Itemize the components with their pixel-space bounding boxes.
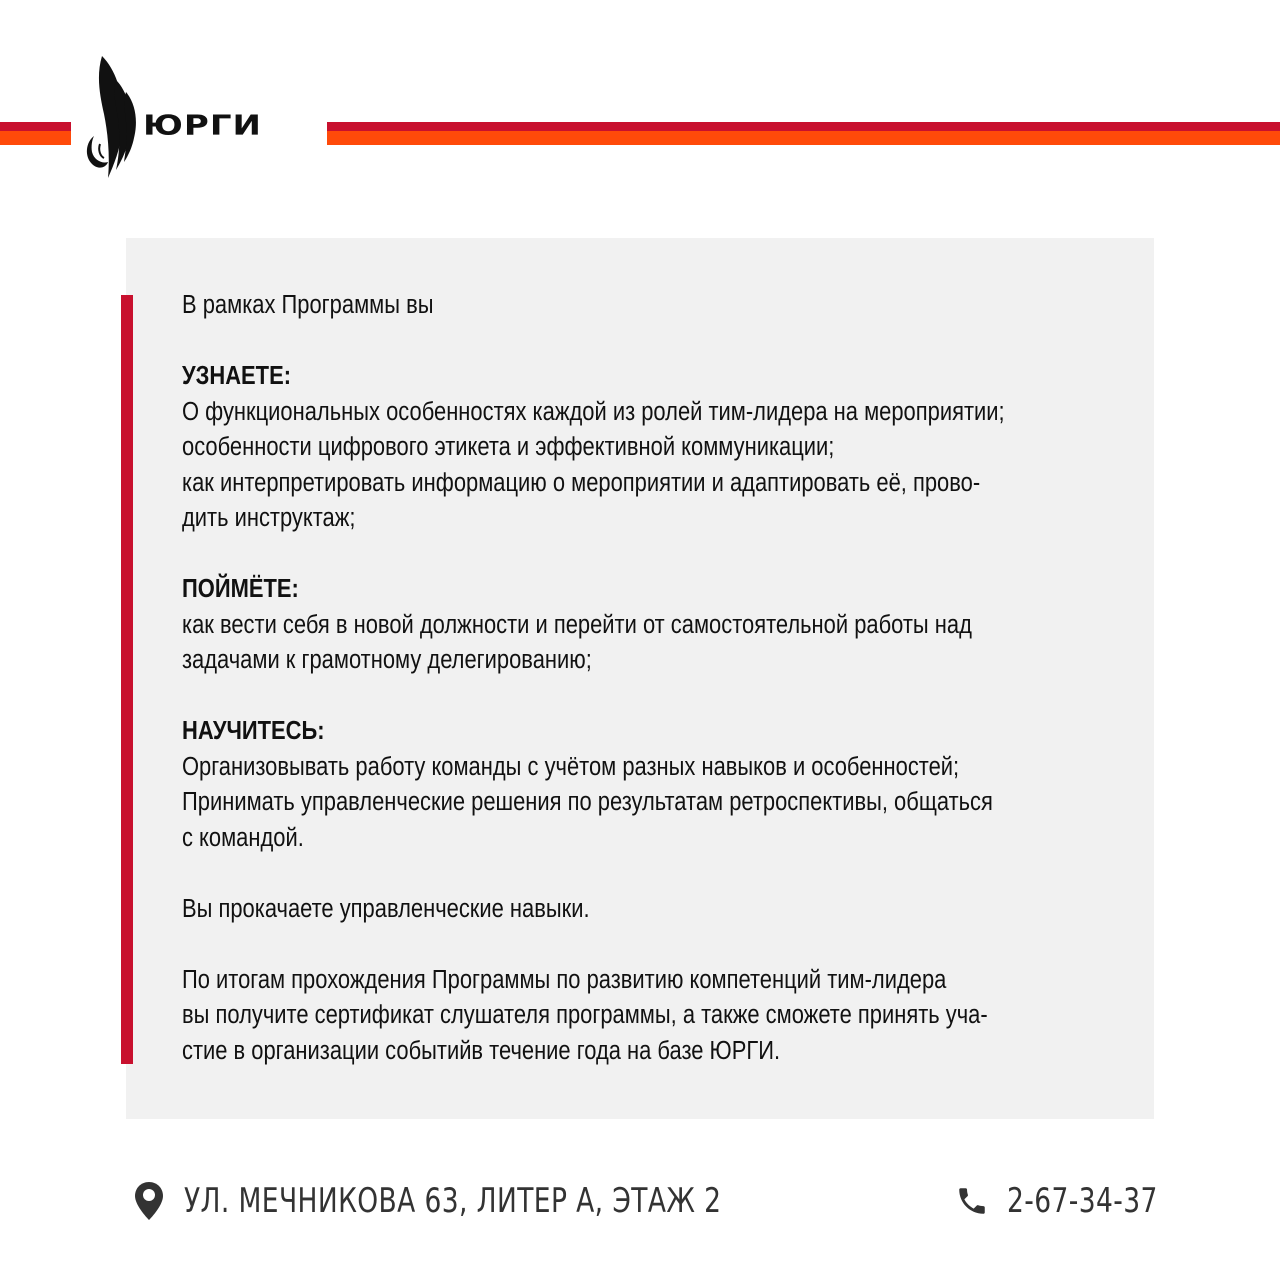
address-text: УЛ. МЕЧНИКОВА 63, ЛИТЕР А, ЭТАЖ 2 [184,1181,722,1221]
section-line: как вести себя в новой должности и перейти от самостоятельной работы над [182,610,972,639]
section-line: с командой. [182,823,304,852]
section-line: Организовывать работу команды с учётом разных навыков и особенностей; [182,752,960,781]
header-stripe-right [327,122,1280,145]
closing-line: По итогам прохождения Программы по развитию компетенций тим-лидера [182,965,947,994]
phone-text[interactable]: 2-67-34-37 [1007,1181,1158,1221]
accent-bar [121,295,133,1064]
closing-line: вы получите сертификат слушателя программы, а также сможете принять уча- [182,1001,988,1029]
phone-icon [955,1184,989,1218]
logo-wordmark: ЮРГИ [143,109,262,142]
section-line: О функциональных особенностях каждой из ролей тим-лидера на мероприятии; [182,397,1005,426]
section-heading-understand: ПОЙМЁТЕ: [182,575,299,603]
section-line: особенности цифрового этикета и эффективной коммуникации; [182,433,835,461]
footer-phone [955,1178,1157,1224]
section-line: Принимать управленческие решения по результатам ретроспективы, общаться [182,788,993,816]
program-description [182,288,1005,1069]
footer-address [134,1178,873,1224]
feather-emblem-icon [78,52,148,184]
section-line: задачами к грамотному делегированию; [182,646,592,674]
section-heading-master: НАУЧИТЕСЬ: [182,717,325,745]
header-stripe-left [0,122,71,145]
section-line: как интерпретировать информацию о мероприятии и адаптировать её, прово- [182,468,981,497]
map-pin-icon [134,1181,164,1221]
intro-text: В рамках Программы вы [182,291,434,319]
section-line: дить инструктаж; [182,504,356,532]
closing-line: стие в организации событийв течение года на базе ЮРГИ. [182,1036,781,1065]
summary-text: Вы прокачаете управленческие навыки. [182,894,590,923]
section-heading-learn: УЗНАЕТЕ: [182,362,292,390]
brand-logo [78,52,323,184]
